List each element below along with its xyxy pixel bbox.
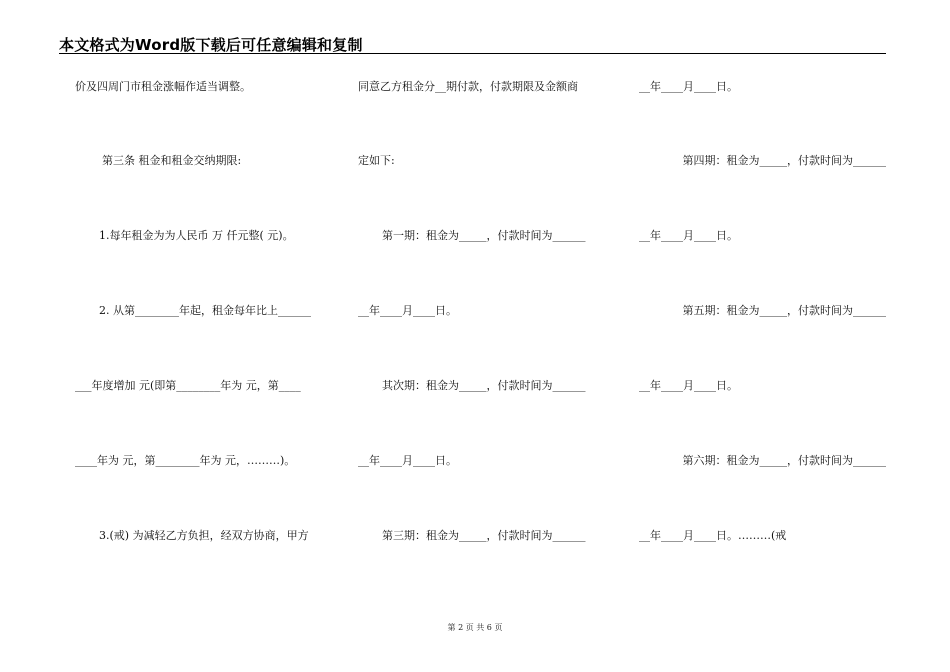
text-column-1 — [75, 0, 335, 672]
text-line: __年____月____日。 — [639, 80, 738, 93]
text-line: 同意乙方租金分__期付款，付款期限及金额商 — [358, 80, 578, 93]
text-line: __年____月____日。 — [639, 379, 738, 392]
text-line: 其次期：租金为_____，付款时间为______ — [382, 379, 586, 392]
text-column-3 — [639, 0, 889, 672]
text-line: __年____月____日。 — [639, 229, 738, 242]
text-line: 第一期：租金为_____，付款时间为______ — [382, 229, 586, 242]
page-number: 第 2 页 共 6 页 — [447, 623, 503, 632]
text-line: 定如下: — [358, 154, 395, 167]
text-line: __年____月____日。 — [358, 454, 457, 467]
text-line: ____年为 元，第________年为 元，………)。 — [75, 454, 296, 467]
text-line: 第三条 租金和租金交纳期限: — [102, 154, 242, 167]
document-header-title: 本文格式为Word版下载后可任意编辑和复制 — [59, 36, 363, 54]
text-line: 2. 从第________年起，租金每年比上______ — [99, 304, 311, 317]
text-line: 第六期：租金为_____，付款时间为______ — [682, 454, 886, 467]
text-column-2 — [358, 0, 618, 672]
text-line: ___年度增加 元(即第________年为 元，第____ — [75, 379, 301, 392]
text-line: 第五期：租金为_____，付款时间为______ — [682, 304, 886, 317]
text-line: 3.(戒) 为减轻乙方负担，经双方协商，甲方 — [99, 529, 309, 542]
text-line: __年____月____日。………(戒 — [639, 529, 787, 542]
text-line: __年____月____日。 — [358, 304, 457, 317]
text-line: 第三期：租金为_____，付款时间为______ — [382, 529, 586, 542]
text-line: 1.每年租金为为人民币 万 仟元整( 元)。 — [99, 229, 294, 242]
text-line: 第四期：租金为_____，付款时间为______ — [682, 154, 886, 167]
text-line: 价及四周门市租金涨幅作适当调整。 — [75, 80, 251, 93]
